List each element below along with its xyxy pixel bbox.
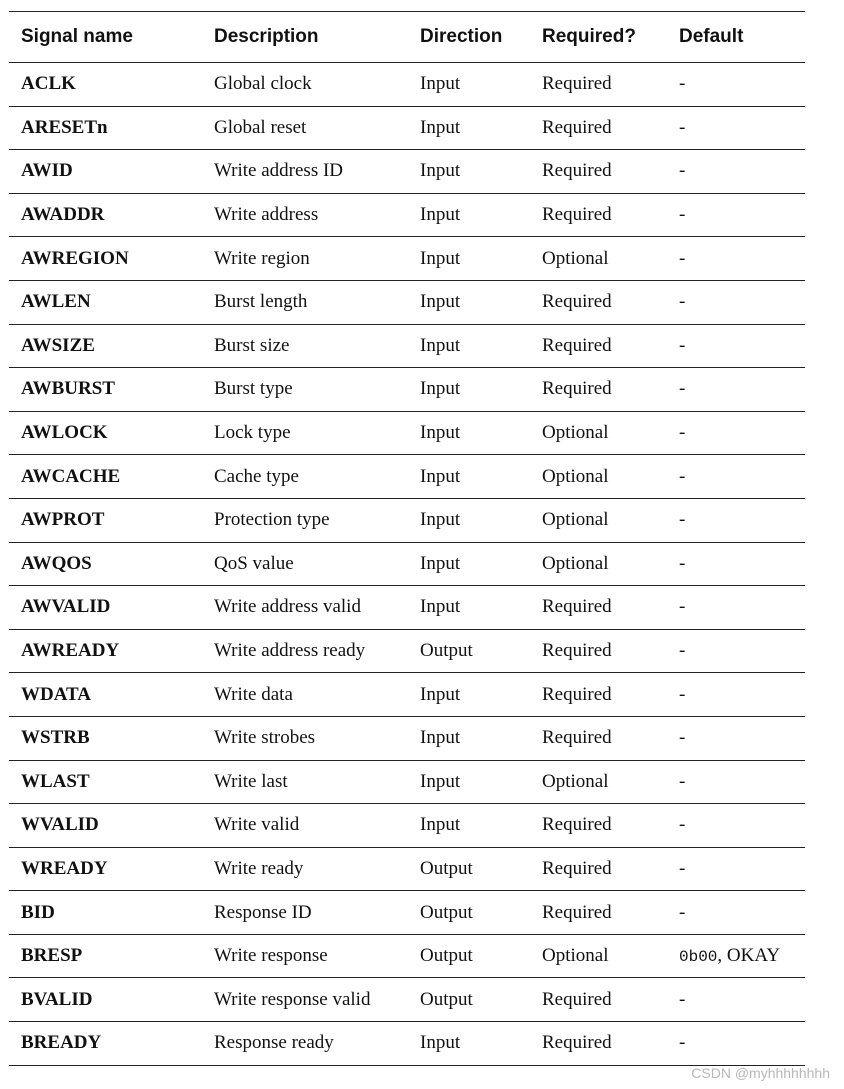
description-cell: Response ID xyxy=(214,901,312,923)
default-cell: - xyxy=(679,640,686,662)
signal-name-cell: BVALID xyxy=(21,988,93,1010)
description-cell: Write address ID xyxy=(214,160,344,182)
watermark: CSDN @myhhhhhhhh xyxy=(691,1065,830,1081)
required-cell: Required xyxy=(542,160,612,182)
table-row xyxy=(9,325,805,369)
description-cell: Write ready xyxy=(214,857,304,879)
table-row xyxy=(9,978,805,1022)
description-cell: Write address ready xyxy=(214,640,366,662)
description-cell: Global reset xyxy=(214,116,307,138)
table-row xyxy=(9,107,805,151)
signal-name-cell: AWREGION xyxy=(21,247,129,269)
signal-name-cell: AWADDR xyxy=(21,204,105,226)
table-row xyxy=(9,63,805,107)
table-row xyxy=(9,499,805,543)
direction-cell: Input xyxy=(420,291,461,313)
required-cell: Required xyxy=(542,857,612,879)
required-cell: Required xyxy=(542,1032,612,1054)
direction-cell: Output xyxy=(420,857,473,879)
default-cell: - xyxy=(679,422,686,444)
table-row xyxy=(9,194,805,238)
signal-name-cell: AWSIZE xyxy=(21,334,95,356)
direction-cell: Output xyxy=(420,901,473,923)
description-cell: Write valid xyxy=(214,814,300,836)
signal-name-cell: AWBURST xyxy=(21,378,115,400)
description-cell: Protection type xyxy=(214,509,330,531)
direction-cell: Output xyxy=(420,640,473,662)
description-cell: Global clock xyxy=(214,73,312,95)
signal-name-cell: WSTRB xyxy=(21,727,90,749)
description-cell: Write strobes xyxy=(214,727,316,749)
description-cell: Write address valid xyxy=(214,596,361,618)
table-row xyxy=(9,804,805,848)
table-row xyxy=(9,281,805,325)
description-cell: Write last xyxy=(214,770,288,792)
required-cell: Required xyxy=(542,378,612,400)
default-cell: - xyxy=(679,857,686,879)
signal-name-cell: ARESETn xyxy=(21,116,108,138)
table-row xyxy=(9,586,805,630)
default-code-value: 0b00 xyxy=(679,948,718,967)
table-row xyxy=(9,630,805,674)
signal-name-cell: AWVALID xyxy=(21,596,111,618)
header-description: Description xyxy=(214,26,319,47)
table-row xyxy=(9,848,805,892)
description-cell: Write response valid xyxy=(214,988,371,1010)
default-cell: - xyxy=(679,901,686,923)
default-cell: - xyxy=(679,247,686,269)
signal-name-cell: AWREADY xyxy=(21,640,120,662)
description-cell: Burst length xyxy=(214,291,308,313)
table-header-row xyxy=(9,12,805,63)
table-row xyxy=(9,237,805,281)
direction-cell: Input xyxy=(420,378,461,400)
direction-cell: Input xyxy=(420,552,461,574)
required-cell: Required xyxy=(542,988,612,1010)
table-row xyxy=(9,150,805,194)
direction-cell: Input xyxy=(420,727,461,749)
required-cell: Optional xyxy=(542,770,609,792)
default-cell: - xyxy=(679,509,686,531)
description-cell: Burst type xyxy=(214,378,293,400)
default-cell: - xyxy=(679,596,686,618)
table-row xyxy=(9,412,805,456)
description-cell: Write address xyxy=(214,204,319,226)
signal-name-cell: AWLOCK xyxy=(21,422,108,444)
direction-cell: Input xyxy=(420,683,461,705)
direction-cell: Input xyxy=(420,814,461,836)
default-cell: - xyxy=(679,116,686,138)
signal-name-cell: AWLEN xyxy=(21,291,91,313)
description-cell: Lock type xyxy=(214,422,291,444)
required-cell: Optional xyxy=(542,422,609,444)
signal-name-cell: AWQOS xyxy=(21,552,92,574)
signal-name-cell: ACLK xyxy=(21,73,76,95)
signal-name-cell: AWID xyxy=(21,160,73,182)
description-cell: QoS value xyxy=(214,552,294,574)
required-cell: Required xyxy=(542,727,612,749)
table-row xyxy=(9,891,805,935)
direction-cell: Input xyxy=(420,422,461,444)
required-cell: Required xyxy=(542,334,612,356)
signal-name-cell: BREADY xyxy=(21,1032,102,1054)
default-cell: - xyxy=(679,334,686,356)
direction-cell: Input xyxy=(420,204,461,226)
signal-name-cell: AWCACHE xyxy=(21,465,121,487)
description-cell: Cache type xyxy=(214,465,299,487)
required-cell: Required xyxy=(542,814,612,836)
table-row xyxy=(9,761,805,805)
direction-cell: Input xyxy=(420,73,461,95)
direction-cell: Output xyxy=(420,988,473,1010)
required-cell: Required xyxy=(542,291,612,313)
default-cell: - xyxy=(679,291,686,313)
default-suffix: , OKAY xyxy=(717,945,781,967)
required-cell: Optional xyxy=(542,465,609,487)
required-cell: Optional xyxy=(542,247,609,269)
required-cell: Required xyxy=(542,683,612,705)
default-cell: - xyxy=(679,988,686,1010)
description-cell: Write region xyxy=(214,247,310,269)
direction-cell: Input xyxy=(420,116,461,138)
default-cell xyxy=(667,945,805,967)
signal-name-cell: AWPROT xyxy=(21,509,105,531)
table-row xyxy=(9,935,805,979)
description-cell: Response ready xyxy=(214,1032,334,1054)
required-cell: Optional xyxy=(542,552,609,574)
default-cell: - xyxy=(679,727,686,749)
signal-name-cell: WVALID xyxy=(21,814,99,836)
signal-name-cell: WDATA xyxy=(21,683,92,705)
required-cell: Required xyxy=(542,116,612,138)
header-required: Required? xyxy=(542,26,636,47)
direction-cell: Input xyxy=(420,770,461,792)
table-row xyxy=(9,717,805,761)
direction-cell: Input xyxy=(420,247,461,269)
required-cell: Required xyxy=(542,73,612,95)
signal-name-cell: BRESP xyxy=(21,945,83,967)
table-row xyxy=(9,1022,805,1066)
default-cell: - xyxy=(679,814,686,836)
default-cell: - xyxy=(679,378,686,400)
header-default: Default xyxy=(679,26,744,47)
default-cell: - xyxy=(679,465,686,487)
direction-cell: Input xyxy=(420,334,461,356)
default-cell: - xyxy=(679,204,686,226)
default-cell: - xyxy=(679,1032,686,1054)
required-cell: Required xyxy=(542,901,612,923)
direction-cell: Input xyxy=(420,509,461,531)
header-direction: Direction xyxy=(420,26,503,47)
required-cell: Required xyxy=(542,640,612,662)
direction-cell: Input xyxy=(420,1032,461,1054)
required-cell: Optional xyxy=(542,945,609,967)
direction-cell: Input xyxy=(420,160,461,182)
default-cell: - xyxy=(679,683,686,705)
table-row xyxy=(9,673,805,717)
direction-cell: Input xyxy=(420,465,461,487)
default-cell: - xyxy=(679,552,686,574)
required-cell: Required xyxy=(542,596,612,618)
table-row xyxy=(9,368,805,412)
default-cell: - xyxy=(679,770,686,792)
required-cell: Optional xyxy=(542,509,609,531)
signal-name-cell: WREADY xyxy=(21,857,108,879)
default-cell: - xyxy=(679,73,686,95)
signal-name-cell: WLAST xyxy=(21,770,90,792)
table-body xyxy=(9,63,805,1066)
table-row xyxy=(9,455,805,499)
signal-table xyxy=(9,11,805,1066)
signal-name-cell: BID xyxy=(21,901,55,923)
description-cell: Write response xyxy=(214,945,328,967)
required-cell: Required xyxy=(542,204,612,226)
description-cell: Burst size xyxy=(214,334,290,356)
header-signal-name: Signal name xyxy=(21,26,133,47)
direction-cell: Input xyxy=(420,596,461,618)
direction-cell: Output xyxy=(420,945,473,967)
table-row xyxy=(9,543,805,587)
description-cell: Write data xyxy=(214,683,293,705)
default-cell: - xyxy=(679,160,686,182)
